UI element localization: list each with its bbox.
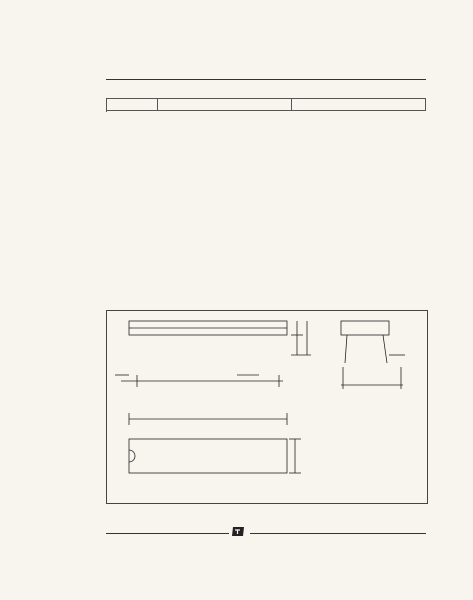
mm-header — [158, 99, 292, 111]
top-rule — [106, 79, 426, 80]
package-drawing-svg — [107, 311, 427, 503]
inch-header — [292, 99, 426, 111]
end-view-right-lead — [383, 335, 387, 363]
manufacturer-logo — [229, 527, 250, 536]
pin1-notch — [129, 450, 135, 462]
end-view-left-lead — [345, 335, 347, 363]
end-view-body — [341, 321, 389, 335]
mechanical-data-table — [106, 98, 426, 111]
package-drawing — [106, 310, 428, 504]
st-logo-icon — [232, 527, 244, 536]
bottom-rule — [106, 533, 426, 534]
top-view-body — [129, 439, 287, 473]
dim-header — [107, 99, 158, 111]
